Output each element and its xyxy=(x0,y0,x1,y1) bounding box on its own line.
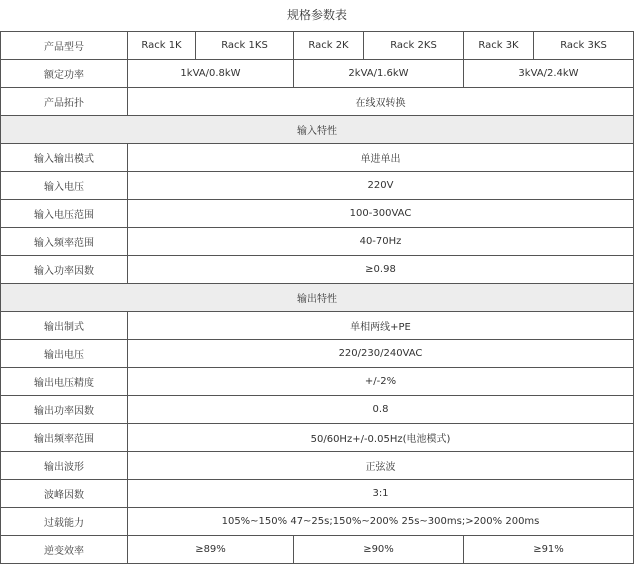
row-value: 100-300VAC xyxy=(128,200,634,228)
row-value: 正弦波 xyxy=(128,452,634,480)
spec-row xyxy=(1,480,634,508)
efficiency-cell: ≥89% xyxy=(128,536,294,564)
row-label: 额定功率 xyxy=(1,60,128,88)
row-label: 输出电压 xyxy=(1,340,128,368)
page-title: 规格参数表 xyxy=(286,8,347,22)
row-label: 输出波形 xyxy=(1,452,128,480)
row-label: 输入频率范围 xyxy=(1,228,128,256)
model-cell: Rack 2KS xyxy=(364,32,464,60)
model-cell: Rack 2K xyxy=(294,32,364,60)
row-label: 输出制式 xyxy=(1,312,128,340)
row-value: ≥0.98 xyxy=(128,256,634,284)
model-cell: Rack 3K xyxy=(464,32,534,60)
row-value: 单进单出 xyxy=(128,144,634,172)
row-value: 220V xyxy=(128,172,634,200)
spec-row xyxy=(1,396,634,424)
section-header-output xyxy=(1,284,634,312)
row-label: 输出电压精度 xyxy=(1,368,128,396)
spec-row xyxy=(1,200,634,228)
efficiency-row xyxy=(1,536,634,564)
spec-row xyxy=(1,172,634,200)
model-cell: Rack 1KS xyxy=(196,32,294,60)
section-title: 输出特性 xyxy=(1,284,634,312)
row-label: 过载能力 xyxy=(1,508,128,536)
row-value: +/-2% xyxy=(128,368,634,396)
row-value: 0.8 xyxy=(128,396,634,424)
efficiency-cell: ≥91% xyxy=(464,536,634,564)
spec-row xyxy=(1,144,634,172)
row-value: 40-70Hz xyxy=(128,228,634,256)
row-label: 输入电压范围 xyxy=(1,200,128,228)
power-cell: 1kVA/0.8kW xyxy=(128,60,294,88)
section-header-input xyxy=(1,116,634,144)
spec-row xyxy=(1,424,634,452)
row-label: 逆变效率 xyxy=(1,536,128,564)
power-cell: 2kVA/1.6kW xyxy=(294,60,464,88)
row-label: 产品型号 xyxy=(1,32,128,60)
row-label: 输出功率因数 xyxy=(1,396,128,424)
rated-power-row xyxy=(1,60,634,88)
power-cell: 3kVA/2.4kW xyxy=(464,60,634,88)
efficiency-cell: ≥90% xyxy=(294,536,464,564)
model-cell: Rack 1K xyxy=(128,32,196,60)
row-label: 输入电压 xyxy=(1,172,128,200)
model-cell: Rack 3KS xyxy=(534,32,634,60)
row-label: 输入输出模式 xyxy=(1,144,128,172)
topology-row xyxy=(1,88,634,116)
spec-row xyxy=(1,228,634,256)
spec-table xyxy=(0,31,634,564)
row-value: 在线双转换 xyxy=(128,88,634,116)
row-value: 50/60Hz+/-0.05Hz(电池模式) xyxy=(128,424,634,452)
spec-row xyxy=(1,368,634,396)
section-title: 输入特性 xyxy=(1,116,634,144)
spec-row xyxy=(1,452,634,480)
spec-row xyxy=(1,256,634,284)
row-label: 波峰因数 xyxy=(1,480,128,508)
row-value: 105%~150% 47~25s;150%~200% 25s~300ms;>200% 200ms xyxy=(128,508,634,536)
row-value: 220/230/240VAC xyxy=(128,340,634,368)
row-label: 输出频率范围 xyxy=(1,424,128,452)
row-label: 产品拓扑 xyxy=(1,88,128,116)
row-value: 单相两线+PE xyxy=(128,312,634,340)
spec-row xyxy=(1,508,634,536)
model-row xyxy=(1,32,634,60)
spec-row xyxy=(1,340,634,368)
spec-row xyxy=(1,312,634,340)
row-value: 3:1 xyxy=(128,480,634,508)
row-label: 输入功率因数 xyxy=(1,256,128,284)
